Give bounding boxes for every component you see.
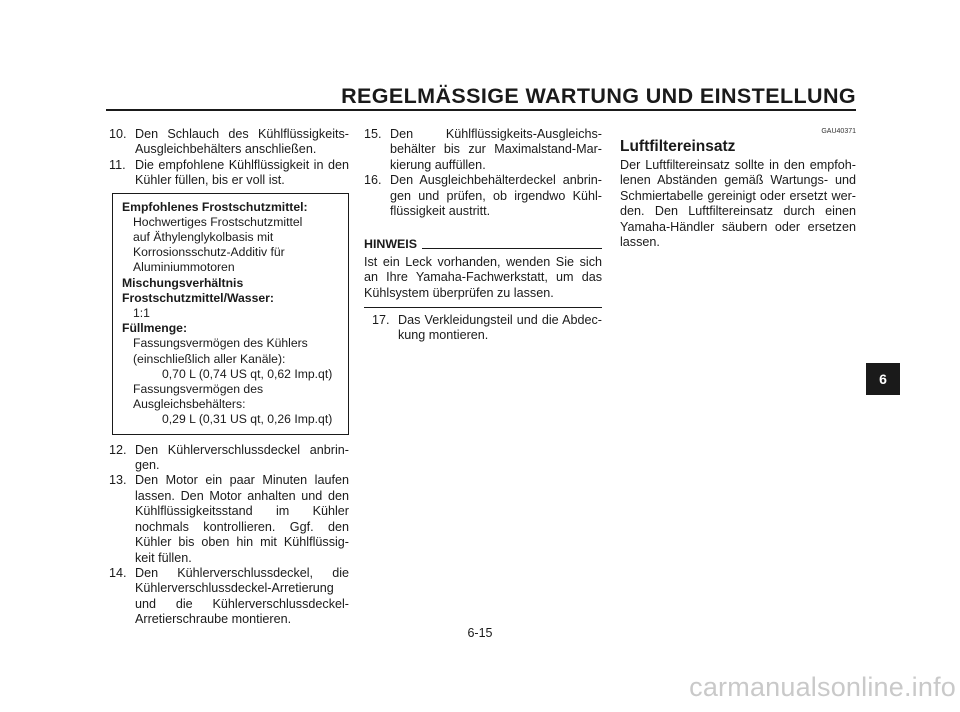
spec-value: Aluminiummotoren <box>133 260 235 275</box>
header-rule <box>106 109 856 111</box>
note-title: HINWEIS <box>364 237 418 252</box>
step-12 <box>109 443 349 474</box>
step-11 <box>109 158 349 189</box>
step-text: Die empfohlene Kühlflüssigkeit in den Kühler füllen, bis er voll ist. <box>135 157 349 188</box>
spec-value: Fassungsvermögen des Kühlers <box>133 336 308 351</box>
note-heading-rule <box>422 248 602 249</box>
note-end-rule <box>364 307 602 308</box>
step-number: 17. <box>372 313 390 328</box>
chapter-tab: 6 <box>866 363 900 395</box>
page-number: 6-15 <box>467 626 493 640</box>
step-text: Den Schlauch des Kühlflüssigkeits-Ausgleichbehälters anschließen. <box>135 127 349 157</box>
step-number: 11. <box>109 157 126 172</box>
step-text: Den Kühlerverschlussdeckel anbrin-gen. <box>135 442 349 473</box>
step-text: Den Kühlerverschlussdeckel, die Kühlerverschlussdeckel-Arretierung und die Kühlerverschlussdeckel-Arretierschraube montieren. <box>135 565 349 627</box>
step-14 <box>109 566 349 628</box>
watermark: carmanualsonline.info <box>689 672 956 702</box>
section-code: GAU40371 <box>821 128 856 135</box>
step-text: Das Verkleidungsteil und die Abdec-kung montieren. <box>398 313 602 343</box>
spec-label-antifreeze: Empfohlenes Frostschutzmittel: <box>122 199 308 214</box>
section-title: Luftfiltereinsatz <box>620 138 736 155</box>
step-number: 15. <box>364 127 382 141</box>
spec-value: 1:1 <box>133 306 150 321</box>
column-middle <box>364 127 602 344</box>
note-text: Ist ein Leck vorhanden, wenden Sie sich an Ihre Yamaha-Fachwerkstatt, um das Kühlsystem überprüfen zu lassen. <box>364 254 602 300</box>
page-header-title: REGELMÄSSIGE WARTUNG UND EINSTELLUNG <box>341 84 856 108</box>
spec-value: 0,29 L (0,31 US qt, 0,26 Imp.qt) <box>162 412 333 427</box>
column-left <box>109 127 349 628</box>
step-10 <box>109 127 349 158</box>
spec-value: Hochwertiges Frostschutzmittel <box>133 214 303 229</box>
spec-value: Korrosionsschutz-Additiv für <box>133 245 285 260</box>
spec-value: Fassungsvermögen des <box>133 382 264 397</box>
spec-label-capacity: Füllmenge: <box>122 321 188 336</box>
column-right <box>620 127 856 250</box>
spec-label-mix-ratio: Mischungsverhältnis <box>122 275 244 290</box>
step-number: 10. <box>109 127 127 141</box>
step-number: 14. <box>109 565 127 580</box>
step-number: 12. <box>109 442 127 457</box>
step-15 <box>364 127 602 173</box>
spec-value: (einschließlich aller Kanäle): <box>133 351 286 366</box>
spec-value: 0,70 L (0,74 US qt, 0,62 Imp.qt) <box>162 366 333 381</box>
step-text: Den Ausgleichbehälterdeckel anbrin-gen und prüfen, ob irgendwo Kühl-flüssigkeit austritt. <box>390 173 602 219</box>
section-text: Der Luftfiltereinsatz sollte in den empfoh-lenen Abständen gemäß Wartungs- und Schmiertabelle gereinigt oder ersetzt wer-den. Den Luftfiltereinsatz durch einen Yamaha-Händler säubern oder ersetzen lassen. <box>620 158 856 250</box>
step-number: 16. <box>364 173 382 188</box>
spec-value: auf Äthylenglykolbasis mit <box>133 230 274 245</box>
note-heading <box>364 237 602 252</box>
step-text: Den Kühlflüssigkeits-Ausgleichs-behälter bis zur Maximalstand-Mar-kierung auffüllen. <box>390 127 602 172</box>
step-number: 13. <box>109 473 127 488</box>
step-17 <box>364 313 602 344</box>
step-13 <box>109 473 349 565</box>
spec-label-mix-ratio: Frostschutzmittel/Wasser: <box>122 290 274 305</box>
step-16 <box>364 173 602 219</box>
step-text: Den Motor ein paar Minuten laufen lassen. Den Motor anhalten und den Kühlflüssigkeitsstand im Kühler nochmals kontrollieren. Ggf. den Kühler bis oben hin mit Kühlflüssig-keit füllen. <box>135 473 349 565</box>
spec-value: Ausgleichsbehälters: <box>133 397 246 412</box>
coolant-spec-box <box>112 193 349 435</box>
